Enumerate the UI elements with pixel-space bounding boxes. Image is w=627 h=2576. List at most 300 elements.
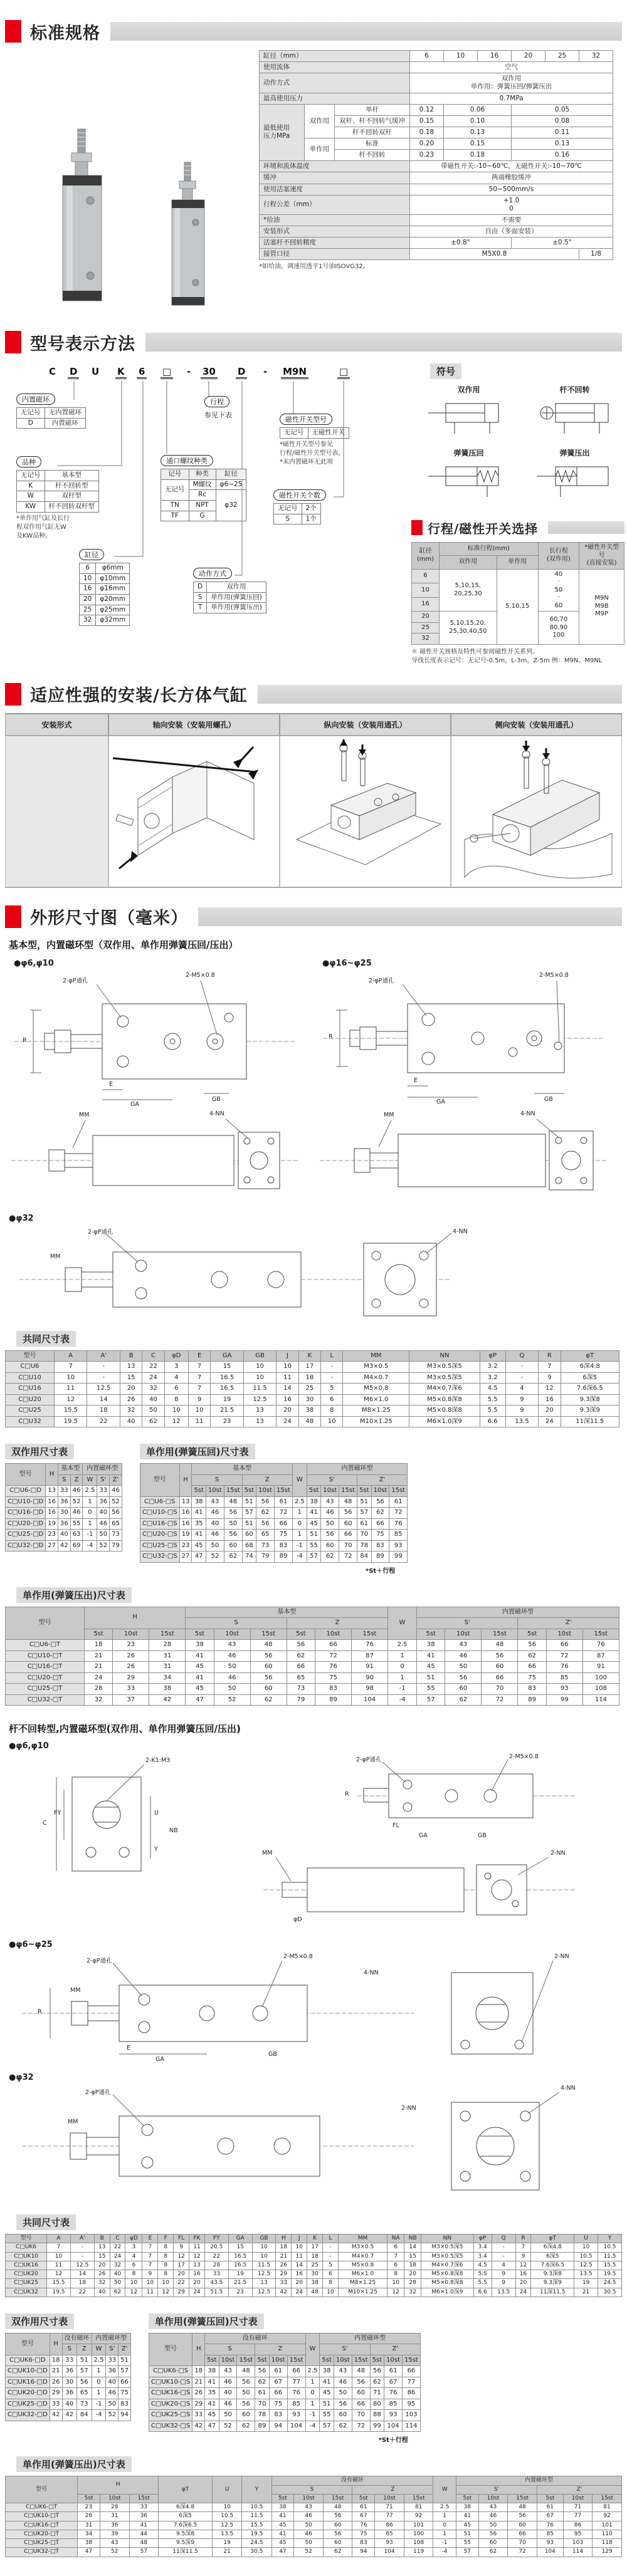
table-cell: 75 xyxy=(269,2399,287,2410)
table-cell: C□UK16-□T xyxy=(6,2521,78,2530)
bore-bullet: ●φ32 xyxy=(9,2073,34,2082)
table-cell: 活塞杆不回转精度 xyxy=(260,237,410,249)
table-cell: 60 xyxy=(352,2388,370,2399)
table-title-double-1: 双作用尺寸表 xyxy=(5,1444,74,1459)
table-header-cell: S' xyxy=(456,2485,537,2494)
table-cell: 1 xyxy=(83,1496,97,1508)
table-cell: 50 xyxy=(219,2410,237,2421)
table-header-cell: 型号 xyxy=(6,2333,50,2355)
table-cell: 41 xyxy=(307,1508,321,1519)
table-cell: G xyxy=(189,511,216,521)
table-header-cell: GA xyxy=(211,1350,243,1362)
table-cell: 57 xyxy=(320,2421,334,2432)
table-cell: +1.0 0 xyxy=(410,195,613,214)
table-cell: C□UK32-□D xyxy=(6,2410,50,2421)
table-cell: 56 xyxy=(237,2399,255,2410)
table-header-cell: 10st xyxy=(375,2494,404,2503)
table-cell: 15.5 xyxy=(47,2279,71,2288)
table-cell: 2.5 xyxy=(433,2503,456,2512)
table-cell: 0.06 xyxy=(444,104,512,115)
table-cell: 4 xyxy=(164,1372,188,1384)
table-cell: 83 xyxy=(119,2399,131,2410)
table-cell: 84 xyxy=(77,2410,92,2421)
table-cell: 95 xyxy=(563,2530,593,2538)
non-rotating-subtitle: 杆不回转型,内置磁环型(双作用、单作用弹簧压回/压出) xyxy=(9,1723,241,1734)
table-cell: 双作用 xyxy=(207,582,266,593)
table-cell: 66 xyxy=(546,1640,582,1651)
table-cell: 89 xyxy=(371,1551,389,1563)
table-header-cell: 5st xyxy=(537,2494,563,2503)
table-cell: 70 xyxy=(255,2399,270,2410)
table-cell: 11 xyxy=(292,2252,307,2261)
table-cell: 5.5 xyxy=(473,2279,492,2288)
table-cell: 10.5 xyxy=(212,2512,241,2521)
mounting-header-longitudinal: 纵向安装（安装用通孔） xyxy=(280,714,451,736)
table-cell: 12.5 xyxy=(243,1394,276,1405)
table-cell: 36 xyxy=(97,1496,110,1508)
table-cell: C□U25 xyxy=(6,1405,55,1417)
table-cell: 38 xyxy=(456,2503,478,2512)
table-cell: 21 xyxy=(212,2548,241,2557)
table-cell: 16 xyxy=(412,597,440,612)
dim-label: MM xyxy=(79,1111,90,1119)
table-cell: 70 xyxy=(357,1530,372,1541)
mounting-table xyxy=(5,713,622,888)
symbol-non-rotating xyxy=(525,384,624,444)
table-cell: 94 xyxy=(352,2548,375,2557)
table-cell: 6 xyxy=(323,2270,339,2279)
callout-bore xyxy=(79,549,130,626)
table-cell: 24 xyxy=(142,1372,164,1384)
table-cell: 动作方式 xyxy=(260,73,410,93)
table-cell: 50 xyxy=(334,2388,352,2399)
table-cell: 31 xyxy=(149,1650,186,1662)
table-cell: 23 xyxy=(113,1640,149,1651)
table-cell: M10×1.25 xyxy=(343,1416,409,1427)
table-header-cell: S' xyxy=(307,1474,357,1486)
table-cell: - xyxy=(70,2252,94,2261)
table-cell: 67 xyxy=(384,2377,403,2388)
table-cell: 40 xyxy=(110,2270,125,2279)
table-header-cell: 型号 xyxy=(6,1350,55,1362)
table-cell: 101 xyxy=(593,2521,622,2530)
table-cell: 67 xyxy=(537,2512,563,2521)
table-cell: 0.13 xyxy=(512,138,613,150)
table-cell: 43 xyxy=(100,2539,129,2548)
table-cell: 60 xyxy=(237,2410,255,2421)
table-cell: M5×0.8 xyxy=(338,2261,387,2270)
table-cell: M5×0.8深8 xyxy=(409,1405,480,1417)
table-cell: 0.15 xyxy=(410,115,444,127)
table-cell: 41 xyxy=(320,2377,334,2388)
table-cell: 55 xyxy=(417,1684,445,1695)
table-cell: 4 xyxy=(505,1384,538,1395)
table-header-cell: A' xyxy=(87,1350,120,1362)
table-cell: 9.3深8 xyxy=(531,2270,574,2279)
table-cell: 13 xyxy=(189,2261,205,2270)
table-cell: 17 xyxy=(307,2243,323,2252)
mounting-header-axial: 轴向安装（安装用螺孔） xyxy=(108,714,280,736)
table-cell: 10 xyxy=(252,2243,276,2252)
table-cell: M4×0.7 xyxy=(338,2252,387,2261)
table-cell: M8×1.25 xyxy=(343,1405,409,1417)
table-cell: NPT xyxy=(189,500,216,511)
action-table xyxy=(193,581,266,613)
table-cell: 36 xyxy=(62,2388,77,2399)
table-cell: 50 xyxy=(321,1518,339,1530)
table-header-cell: 5st xyxy=(205,2355,219,2366)
table-cell: 52 xyxy=(294,2548,324,2557)
table-cell: 84 xyxy=(357,1551,372,1563)
table-cell: M5×0.8深8 xyxy=(421,2270,473,2279)
table-header-cell: K xyxy=(298,1350,320,1362)
table-cell: 12 xyxy=(158,2288,174,2297)
table-cell: 66 xyxy=(269,2388,287,2399)
table-cell: 94 xyxy=(269,2421,287,2432)
table-cell: -4 xyxy=(92,2410,106,2421)
table-cell: 1 xyxy=(388,1672,417,1684)
table-cell: 20.5 xyxy=(204,2243,228,2252)
double-acting-table-basic xyxy=(5,1463,122,1551)
table-cell: 104 xyxy=(384,2421,403,2432)
table-header-cell: FK xyxy=(189,2234,205,2243)
table-cell: 119 xyxy=(404,2548,433,2557)
table-cell: 内置磁环 xyxy=(45,418,86,429)
dimension-drawing xyxy=(13,2083,614,2199)
table-header-cell: H xyxy=(192,2333,205,2366)
table-cell: 48 xyxy=(508,2503,537,2512)
header-gray-bar xyxy=(548,521,624,534)
table-cell: 8 xyxy=(323,2279,339,2288)
table-cell: 9 xyxy=(515,2252,531,2261)
table-cell: 行程公差（mm） xyxy=(260,195,410,214)
table-cell: 89 xyxy=(518,1694,546,1706)
symbol-caption: 弹簧压出 xyxy=(559,449,590,457)
table-cell: 62 xyxy=(237,2421,255,2432)
table-cell: 7 xyxy=(188,1384,210,1395)
table-cell: 18 xyxy=(298,1372,320,1384)
table-cell: 10 xyxy=(292,2243,307,2252)
table-header-cell: 5st xyxy=(320,2355,334,2366)
table-cell: 20 xyxy=(292,2279,307,2288)
table-cell: 29 xyxy=(276,2270,292,2279)
table-cell: -1 xyxy=(292,1540,307,1551)
table-cell: 56 xyxy=(339,1508,357,1519)
table-cell: 41 xyxy=(205,2377,219,2388)
table-cell: 11深11.5 xyxy=(531,2288,574,2297)
table-cell: 13.5 xyxy=(574,2270,598,2279)
table-cell: 56 xyxy=(352,2377,370,2388)
table-header-cell: Y xyxy=(598,2234,622,2243)
table-cell: 28 xyxy=(100,2503,129,2512)
table-header-cell: FY xyxy=(204,2234,228,2243)
table-cell: 76 xyxy=(537,2521,563,2530)
table-cell: 25 xyxy=(307,2261,323,2270)
table-cell: M4×0.7 xyxy=(343,1372,409,1384)
table-cell: 10 xyxy=(277,1362,298,1373)
table-cell: 6 xyxy=(125,2261,142,2270)
table-cell: φ25mm xyxy=(96,605,130,615)
table-cell: 60,70 80,90 100 xyxy=(538,612,579,645)
table-header-cell: R xyxy=(539,1350,561,1362)
mounting-header-form: 安装形式 xyxy=(5,714,108,736)
table-cell: 15 xyxy=(228,2243,252,2252)
table-cell: 20 xyxy=(80,594,96,605)
table-header-cell: L xyxy=(323,2234,339,2243)
table-header-cell: S xyxy=(205,2344,255,2355)
table-cell: 57 xyxy=(307,1551,321,1563)
table-header-cell: 5st xyxy=(271,2494,294,2503)
table-header-cell: GB xyxy=(252,2234,276,2243)
table-cell: 51.5 xyxy=(204,2288,228,2297)
table-cell: 56 xyxy=(250,1650,287,1662)
table-header-cell: 5st xyxy=(518,1629,546,1640)
bore-bullet: ●φ16~φ25 xyxy=(322,958,372,968)
table-cell: 7 xyxy=(142,2261,158,2270)
table-cell: D xyxy=(194,582,207,593)
table-cell: 12 xyxy=(174,2252,189,2261)
section-header-specs xyxy=(5,19,622,44)
table-cell: 0.10 xyxy=(444,115,512,127)
table-cell: 46 xyxy=(206,1508,224,1519)
table-header-cell: 长行程 (双作用) xyxy=(538,543,579,570)
table-cell: 61 xyxy=(384,2366,403,2377)
table-cell: 32 xyxy=(142,1384,164,1395)
table-cell: 50 xyxy=(214,1662,250,1673)
table-cell: 22 xyxy=(87,1416,120,1427)
table-header-cell: 15st xyxy=(352,2355,370,2366)
table-cell: 60 xyxy=(323,2521,352,2530)
section-header-model xyxy=(5,330,622,355)
table-cell: D xyxy=(17,418,45,429)
table-header-cell: A xyxy=(47,2234,71,2243)
table-header-cell: 基本型 xyxy=(192,1464,292,1475)
header-gray-bar xyxy=(198,907,622,926)
table-cell: 42 xyxy=(58,1540,70,1551)
table-cell: 45 xyxy=(205,2410,219,2421)
table-cell: 12 xyxy=(164,1416,188,1427)
table-cell: 29 xyxy=(113,1672,149,1684)
table-cell: 16 xyxy=(277,1394,298,1405)
table-cell: 45 xyxy=(307,1518,321,1530)
table-header-cell: C xyxy=(110,2234,125,2243)
table-cell: 21.5 xyxy=(228,2279,252,2288)
dim-label: 2-NN xyxy=(401,2105,416,2112)
table-cell: 15 xyxy=(404,2252,421,2261)
table-cell: 16 xyxy=(80,584,96,595)
table-header-cell: 种类 xyxy=(189,469,216,480)
table-cell: 93 xyxy=(375,2539,404,2548)
callout-stroke xyxy=(204,396,232,420)
table-cell: 57 xyxy=(417,1694,445,1706)
table-cell: 9.3深9 xyxy=(531,2279,574,2288)
dim-label: 2-NN xyxy=(551,1850,566,1857)
table-header-cell: H xyxy=(78,2476,159,2495)
table-cell: 77 xyxy=(403,2377,421,2388)
table-cell: 30 xyxy=(62,2377,77,2388)
table-header-cell: Z' xyxy=(119,2344,131,2355)
table-cell: 43.5 xyxy=(204,2279,228,2288)
table-header-cell: Z xyxy=(242,1474,292,1486)
dim-label: 4-NN xyxy=(561,2085,576,2092)
table-header-cell: W xyxy=(433,2476,456,2503)
table-cell: 76 xyxy=(315,1662,351,1673)
table-cell: 85 xyxy=(384,2399,403,2410)
table-cell: 18 xyxy=(192,2366,205,2377)
table-cell: 118 xyxy=(593,2539,622,2548)
table-cell: 50 xyxy=(294,2521,324,2530)
table-cell: C□UK6-□T xyxy=(6,2503,78,2512)
table-cell: 10 xyxy=(158,2279,174,2288)
table-header-cell: 5st xyxy=(85,1629,113,1640)
basic-topview-mid-bore xyxy=(314,969,614,1110)
table-cell: 56 xyxy=(482,1650,518,1662)
table-cell: 11 xyxy=(47,2261,71,2270)
table-cell: 27 xyxy=(179,1551,192,1563)
table-cell: 41 xyxy=(186,1672,214,1684)
table-cell: M螺纹 xyxy=(189,479,216,490)
switch-qty-table xyxy=(273,503,321,524)
table-cell: M5×0.8深8 xyxy=(409,1394,480,1405)
table-cell: 26 xyxy=(113,1662,149,1673)
table-cell: 62 xyxy=(255,2377,270,2388)
table-cell: 48 xyxy=(339,1496,357,1508)
table-cell: 环境和流体温度 xyxy=(260,161,410,172)
table-header-cell: H xyxy=(46,1464,58,1486)
table-cell: 24.5 xyxy=(242,2539,271,2548)
table-cell: 32 xyxy=(404,2288,421,2297)
table-header-cell: 15st xyxy=(389,1486,408,1497)
dim-label: 2-M5×0.8 xyxy=(283,1953,313,1960)
table-cell: C□UK20-□D xyxy=(6,2388,50,2399)
table-cell: 5,10,15 xyxy=(497,569,538,644)
table-cell: 73 xyxy=(256,1540,275,1551)
stroke-note: 参见下表 xyxy=(204,411,232,419)
table-header-cell: φP xyxy=(473,2234,492,2243)
table-cell: 12 xyxy=(189,2252,205,2261)
table-header-cell: 双作用 xyxy=(439,556,497,569)
table-cell: C□U16-□S xyxy=(140,1518,179,1530)
table-cell: 60 xyxy=(478,2539,508,2548)
table-cell: -4 xyxy=(292,1551,307,1563)
table-cell: 4.5 xyxy=(480,1384,505,1395)
table-cell: 67 xyxy=(269,2377,287,2388)
table-cell: 70 xyxy=(352,2410,370,2421)
table-header-cell: φP xyxy=(480,1350,505,1362)
table-cell: 标准 xyxy=(335,138,410,150)
table-cell: 39 xyxy=(100,2530,129,2538)
table-cell: TF xyxy=(161,511,189,521)
table-cell: 12.5 xyxy=(574,2261,598,2270)
table-title-springret-2: 单作用(弹簧压回)尺寸表 xyxy=(149,2313,264,2329)
symbol-caption: 杆不回转 xyxy=(559,385,590,394)
table-cell: C□U6-□S xyxy=(140,1496,179,1508)
table-cell: 56 xyxy=(518,1640,546,1651)
table-cell: 13 xyxy=(179,1496,192,1508)
table-cell: 35 xyxy=(205,2388,219,2399)
table-cell: S xyxy=(274,514,302,524)
red-marker-icon xyxy=(5,331,21,353)
table-cell: 45 xyxy=(417,1662,445,1673)
table-cell: 46 xyxy=(294,2530,324,2538)
table-cell: 7.6深6.5 xyxy=(159,2521,213,2530)
table-cell: 129 xyxy=(593,2548,622,2557)
double-acting-table-k xyxy=(5,2333,131,2421)
table-cell: -4 xyxy=(388,1694,417,1706)
table-cell: 41 xyxy=(271,2530,294,2538)
table-cell: 62 xyxy=(445,1694,482,1706)
table-header-cell: Y xyxy=(242,2476,271,2503)
table-cell: 32 xyxy=(94,2279,110,2288)
table-cell: 无记号 xyxy=(17,408,45,419)
table-cell: 16 xyxy=(539,1394,561,1405)
table-cell: 12.5 xyxy=(70,2261,94,2270)
table-cell: 单作用(弹簧压出) xyxy=(207,603,266,613)
stroke-plus-note: *St＋行程 xyxy=(378,2437,408,2444)
stroke-plus-note: *St＋行程 xyxy=(366,1567,396,1575)
table-cell: 60 xyxy=(250,1684,287,1695)
table-cell: 32 xyxy=(120,1405,142,1417)
table-cell: 23 xyxy=(78,2503,100,2512)
table-cell: 103 xyxy=(563,2539,593,2548)
table-cell: C□UK10-□D xyxy=(6,2366,50,2377)
table-cell: 60 xyxy=(334,2410,352,2421)
table-cell: 83 xyxy=(352,2539,375,2548)
table-header-cell: 型号 xyxy=(6,1464,46,1486)
table-cell: 70 xyxy=(339,1540,357,1551)
table-cell: 51 xyxy=(456,2530,478,2538)
table-cell: 66 xyxy=(315,1640,351,1651)
header-gray-bar xyxy=(110,22,622,41)
table-cell: 114 xyxy=(403,2421,421,2432)
section-title-model: 型号表示方法 xyxy=(30,334,135,354)
table-cell: M9N M9B M9P xyxy=(579,569,624,644)
table-header-cell: *磁性开关型号 (直接安装) xyxy=(579,543,624,570)
table-cell: 70 xyxy=(508,2539,537,2548)
table-cell: *给油 xyxy=(260,214,410,226)
table-cell: 20 xyxy=(404,2270,421,2279)
table-header-cell: 15st xyxy=(508,2494,537,2503)
table-cell: 22 xyxy=(142,1362,164,1373)
table-cell: 41 xyxy=(456,2512,478,2521)
code-char: - xyxy=(187,366,191,377)
table-header-cell: 内置磁环型 xyxy=(92,2333,130,2344)
table-cell: 51 xyxy=(77,2355,92,2366)
section-title-dimensions: 外形尺寸图（毫米） xyxy=(30,909,188,928)
table-cell: 73 xyxy=(110,1530,122,1541)
table-cell: 6深4.8 xyxy=(561,1362,619,1373)
code-char: 6 xyxy=(137,366,147,379)
table-cell: 103 xyxy=(403,2410,421,2421)
table-cell: 杆不回转 xyxy=(335,150,410,161)
table-cell: 72 xyxy=(352,2421,370,2432)
table-cell: 3.4 xyxy=(473,2243,492,2252)
table-header-cell: NA xyxy=(387,2234,404,2243)
table-cell: 33 xyxy=(97,1486,110,1497)
red-marker-icon xyxy=(5,905,21,928)
dimension-drawing xyxy=(5,1110,306,1207)
table-cell: 1 xyxy=(92,2366,106,2377)
table-cell: 65 xyxy=(287,1672,315,1684)
table-cell: 74 xyxy=(242,1551,256,1563)
table-header-cell: Z' xyxy=(370,2344,420,2355)
table-cell: 61 xyxy=(352,2503,375,2512)
table-cell: 1 xyxy=(92,2388,106,2399)
table-cell: 76 xyxy=(389,1518,408,1530)
table-header-cell: Z' xyxy=(518,1618,619,1629)
table-cell: 13 xyxy=(46,1486,58,1497)
table-cell: 9.5深8 xyxy=(159,2530,213,2538)
